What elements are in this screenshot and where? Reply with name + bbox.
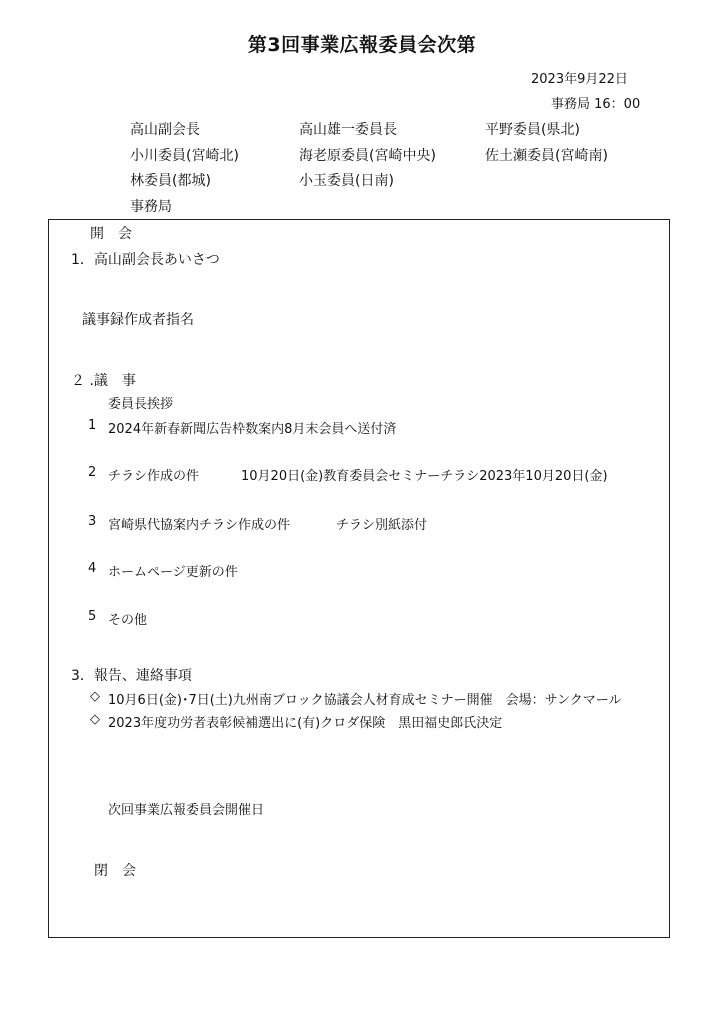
agenda-subitem-number: 5 — [88, 609, 97, 624]
agenda-subitem-detail: チラシ別紙添付 — [336, 518, 428, 533]
agenda-subitem-text: チラシ作成の件 — [108, 469, 200, 484]
agenda-subitem-detail: 10月20日(金)教育委員会セミナーチラシ2023年10月20日(金) — [241, 469, 608, 484]
agenda-subitem-number: 4 — [88, 561, 97, 576]
agenda-subitem-text: ホームページ更新の件 — [108, 565, 238, 580]
agenda-subitem-text: その他 — [108, 613, 148, 628]
agenda-subitem-number: 1 — [88, 418, 97, 433]
agenda-item-1: 1．高山副会長あいさつ — [71, 252, 220, 268]
agenda-item-3: 3．報告、連絡事項 — [71, 668, 192, 684]
attendee: 小川委員(宮崎北) — [130, 148, 239, 164]
report-item: 2023年度功労者表彰候補選出に(有)クロダ保険 黒田福史郎氏決定 — [108, 716, 503, 731]
agenda-opening: 開 会 — [90, 226, 132, 242]
agenda-subitem-number: 2 — [88, 465, 97, 480]
attendee: 小玉委員(日南) — [299, 173, 394, 189]
meeting-date: 2023年9月22日 — [531, 72, 628, 87]
diamond-bullet-icon: ◇ — [90, 712, 100, 727]
agenda-subitem-text: 宮崎県代協案内チラシ作成の件 — [108, 518, 291, 533]
attendee: 高山副会長 — [130, 122, 200, 138]
next-meeting-label: 次回事業広報委員会開催日 — [108, 803, 265, 818]
attendee: 平野委員(県北) — [485, 122, 580, 138]
agenda-item-2: ２ .議 事 — [71, 373, 136, 389]
agenda-chair-greeting: 委員長挨拶 — [108, 397, 174, 412]
document-title: 第3回事業広報委員会次第 — [247, 34, 477, 56]
agenda-closing: 閉 会 — [94, 863, 136, 879]
agenda-subitem-number: 3 — [88, 514, 97, 529]
secretariat-label: 事務局 — [130, 199, 172, 215]
attendee: 林委員(都城) — [130, 173, 211, 189]
agenda-subitem-text: 2024年新春新聞広告枠数案内8月末会員へ送付済 — [108, 422, 397, 437]
meeting-venue-time: 事務局 16：00 — [551, 97, 641, 112]
agenda-minutes-writer: 議事録作成者指名 — [82, 312, 194, 328]
attendee: 高山雄一委員長 — [299, 122, 397, 138]
attendee: 海老原委員(宮崎中央) — [299, 148, 436, 164]
attendee: 佐土瀬委員(宮崎南) — [485, 148, 608, 164]
report-item: 10月6日(金)･7日(土)九州南ブロック協議会人材育成セミナー開催 会場：サンクマール — [108, 693, 622, 708]
diamond-bullet-icon: ◇ — [90, 689, 100, 704]
